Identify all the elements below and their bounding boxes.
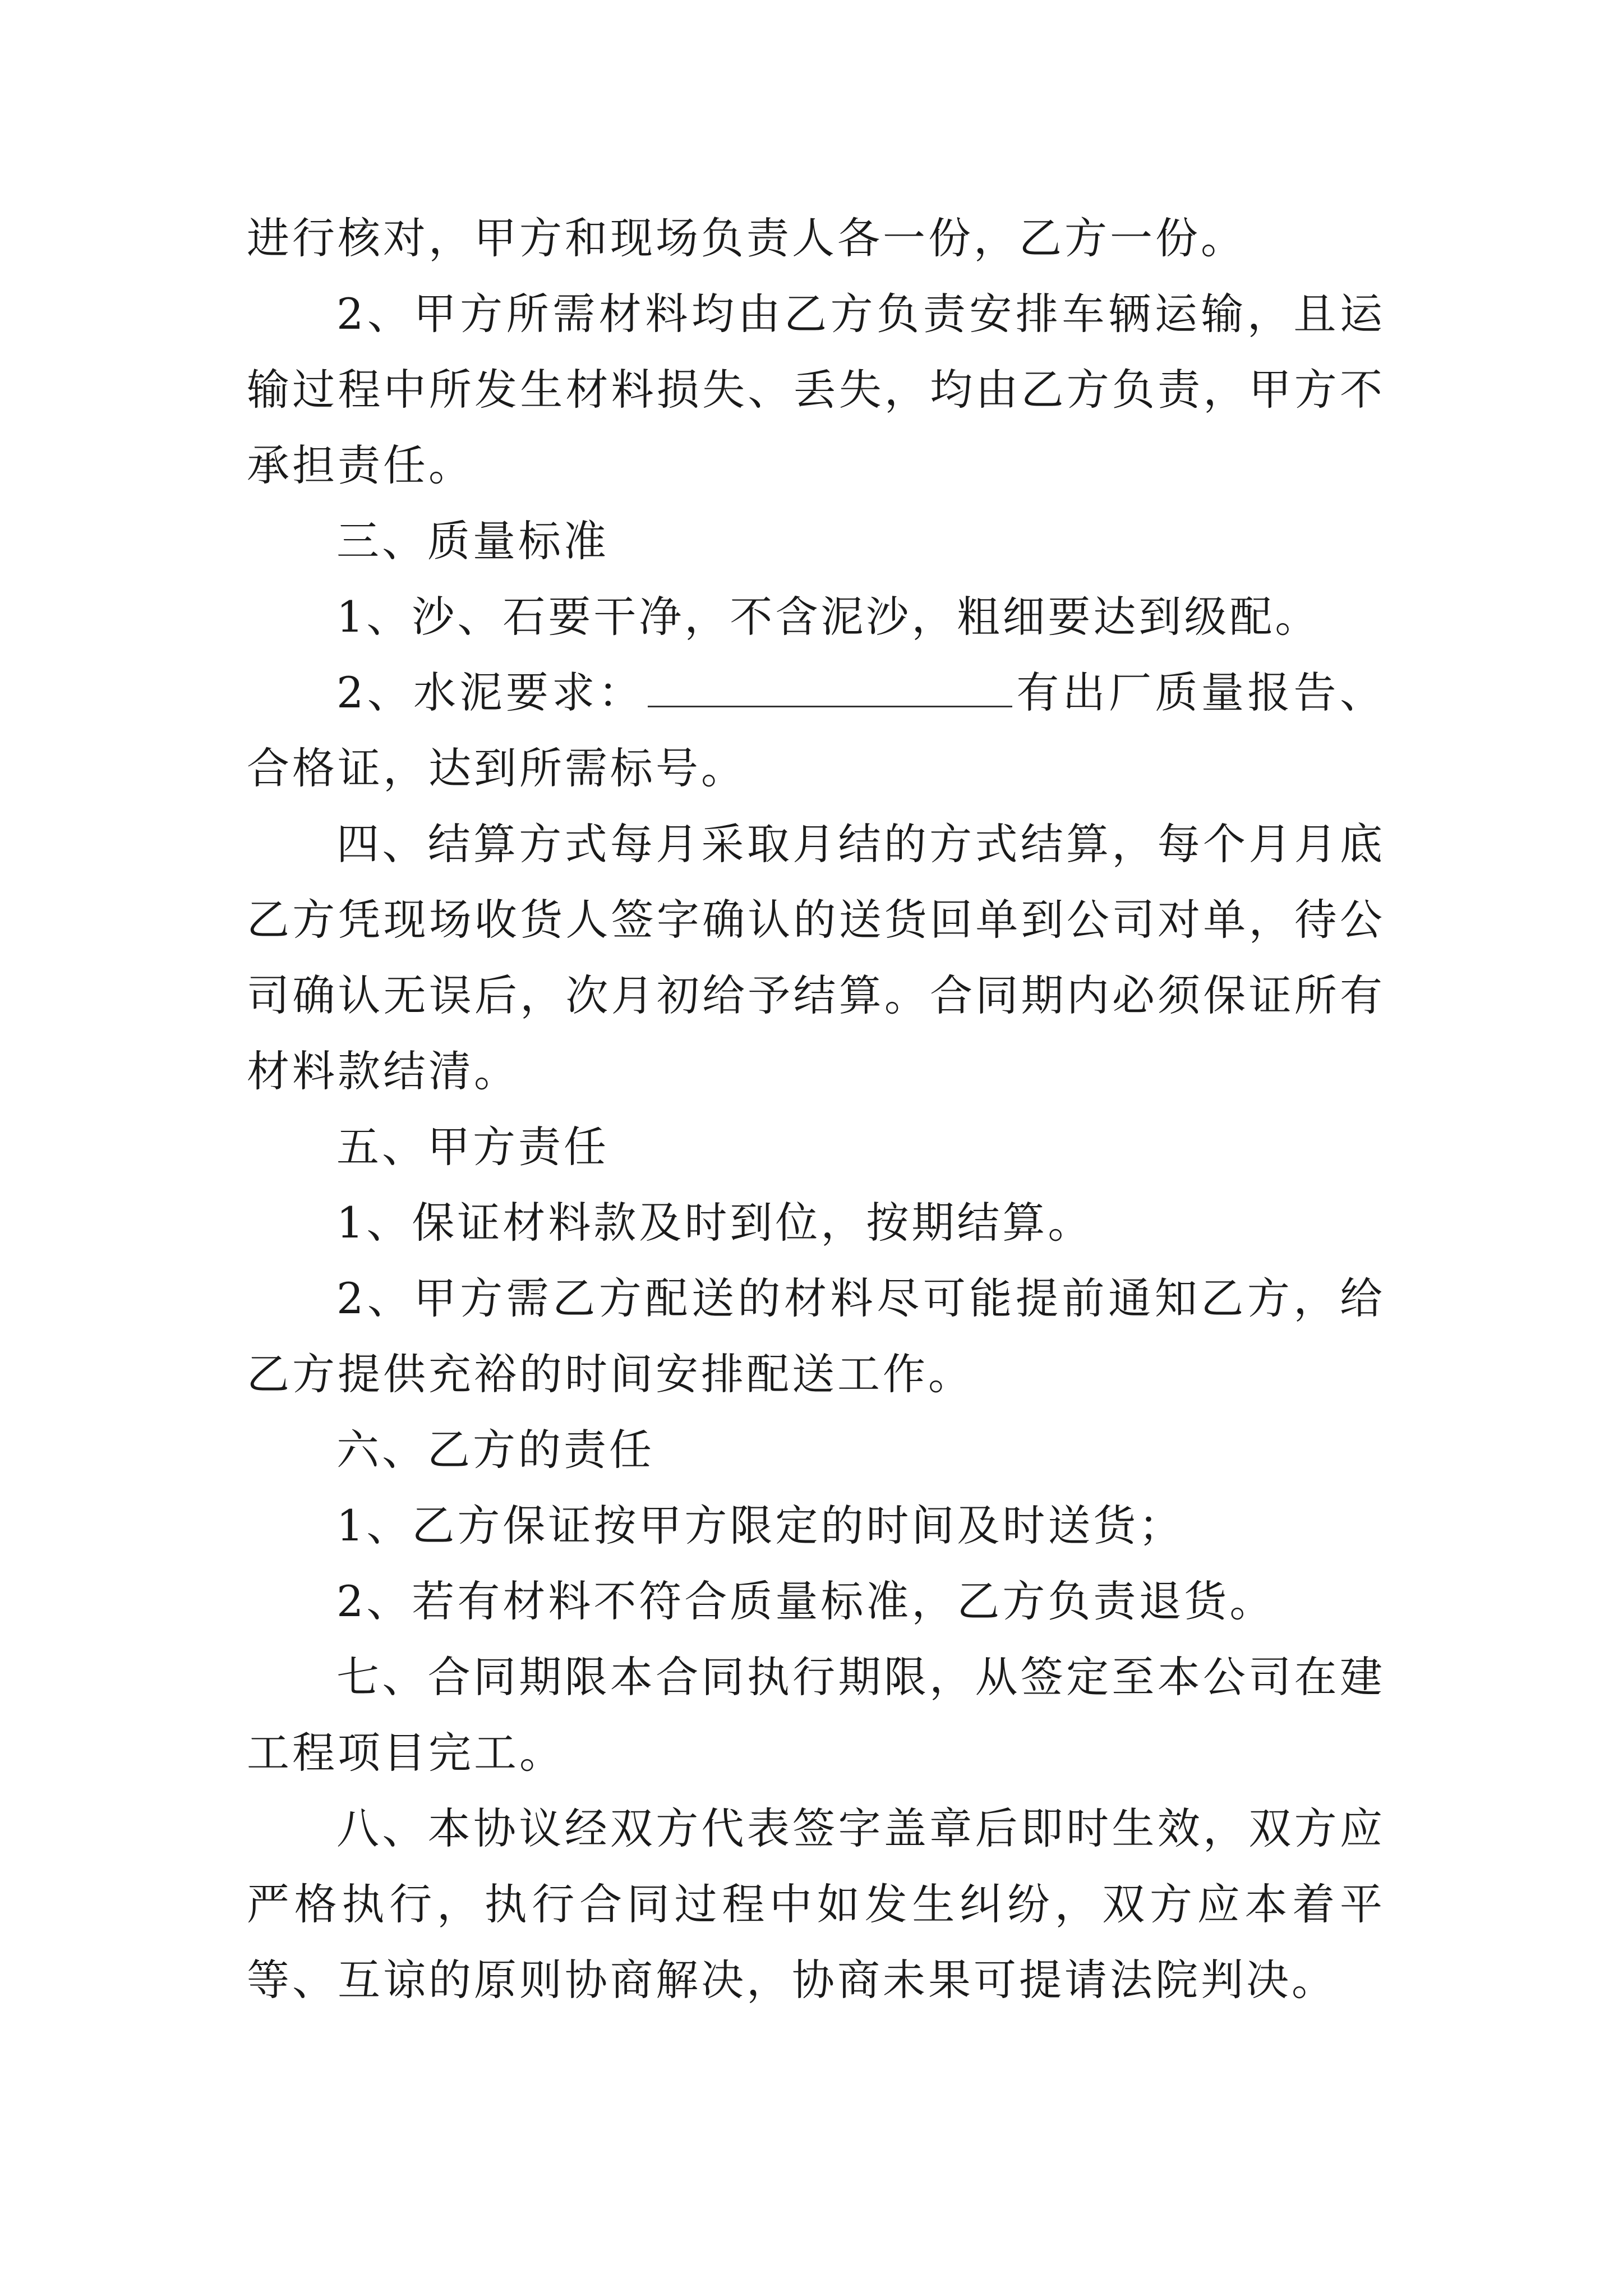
paragraph-settlement: 四、结算方式每月采取月结的方式结算，每个月月底乙方凭现场收货人签字确认的送货回单到公司对单，待公司确认无误后，次月初给予结算。合同期内必须保证所有材料款结清。	[247, 819, 1385, 1096]
contract-body	[247, 200, 1385, 2018]
section-heading-party-b: 六、乙方的责任	[336, 1425, 654, 1475]
section-heading-party-a: 五、甲方责任	[336, 1122, 609, 1172]
paragraph-effectiveness: 八、本协议经双方代表签字盖章后即时生效，双方应严格执行，执行合同过程中如发生纠纷，双方应本着平等、互谅的原则协商解决，协商未果可提请法院判决。	[247, 1803, 1385, 2005]
paragraph-cement	[247, 655, 1385, 806]
paragraph-sand-stone: 1、沙、石要干净，不含泥沙，粗细要达到级配。	[336, 592, 1321, 642]
paragraph-party-b-1: 1、乙方保证按甲方限定的时间及时送货；	[336, 1501, 1184, 1550]
paragraph-party-a-2: 2、甲方需乙方配送的材料尽可能提前通知乙方，给乙方提供充裕的时间安排配送工作。	[247, 1273, 1385, 1399]
cement-requirement-label: 2、水泥要求：	[336, 668, 644, 717]
paragraph-party-b-2: 2、若有材料不符合质量标准，乙方负责退货。	[336, 1576, 1275, 1626]
paragraph-transport-clause: 2、甲方所需材料均由乙方负责安排车辆运输，且运输过程中所发生材料损失、丢失，均由乙方负责，甲方不承担责任。	[247, 289, 1385, 490]
paragraph-contract-term: 七、合同期限本合同执行期限，从签定至本公司在建工程项目完工。	[247, 1652, 1385, 1778]
section-heading-quality: 三、质量标准	[336, 516, 609, 566]
paragraph-continuation: 进行核对，甲方和现场负责人各一份，乙方一份。	[247, 213, 1246, 263]
paragraph-party-a-1: 1、保证材料款及时到位，按期结算。	[336, 1198, 1094, 1248]
fill-in-blank-line[interactable]	[648, 671, 1012, 707]
cement-requirement-text: 有出厂质量报告、合格证，达到所需标号。	[247, 668, 1386, 793]
